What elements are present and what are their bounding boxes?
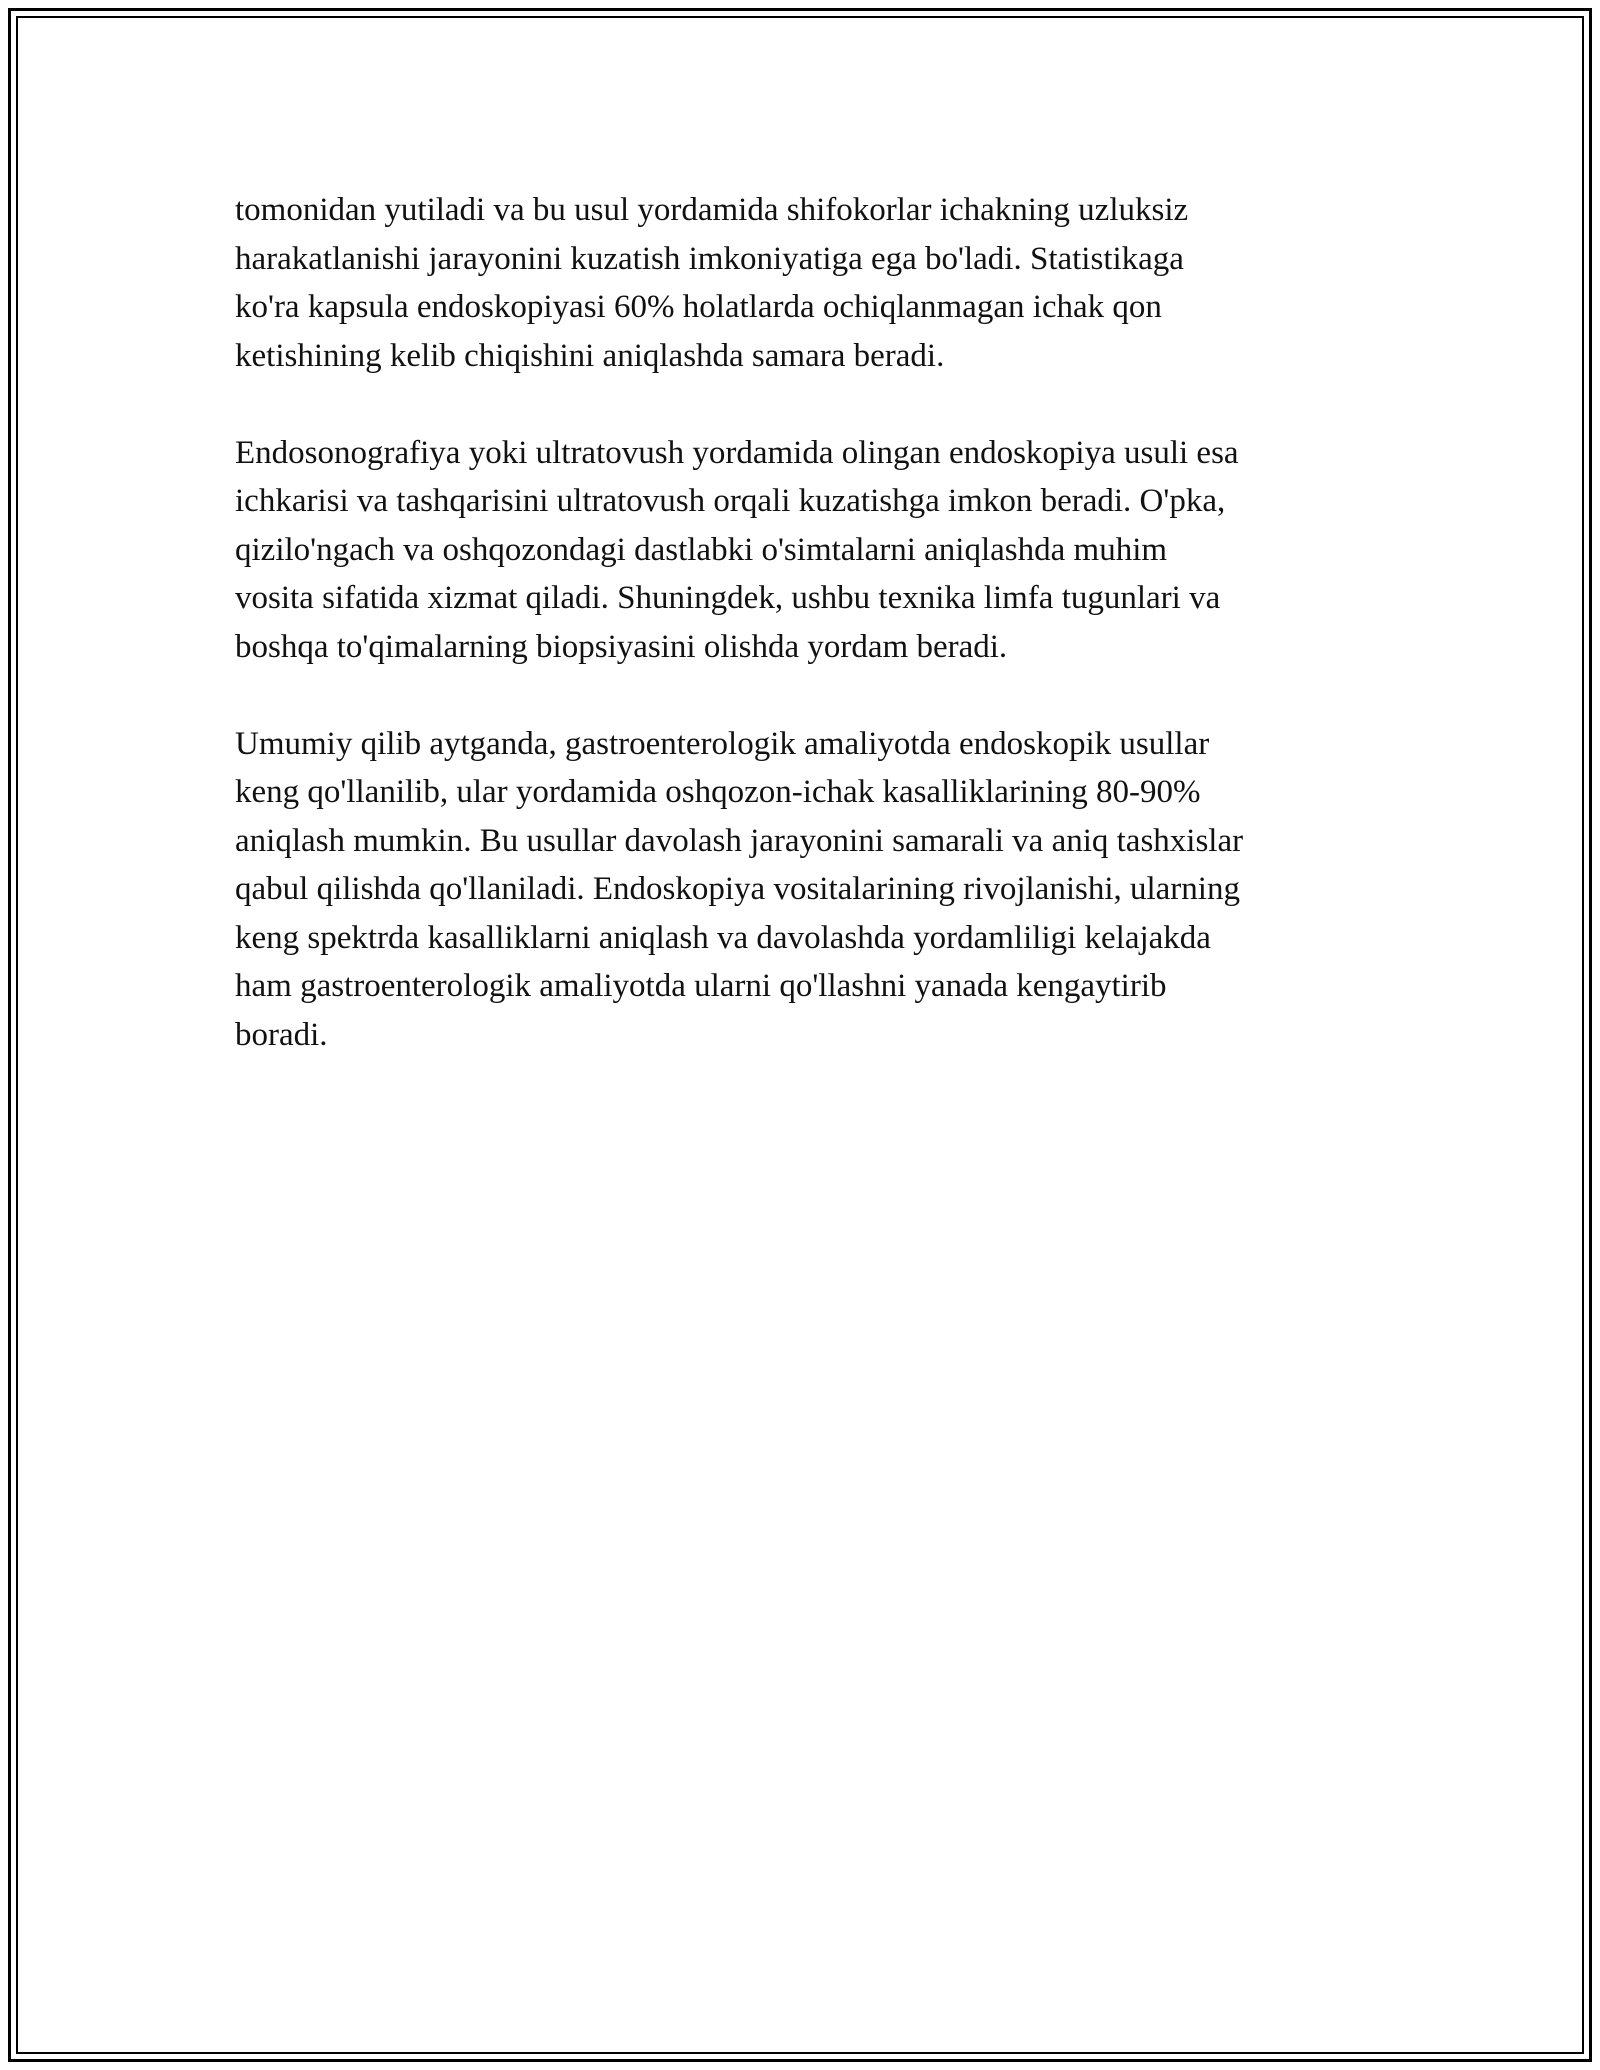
- document-body: [235, 186, 1365, 1108]
- paragraph-capsule-endoscopy: tomonidan yutiladi va bu usul yordamida shifokorlar ichakning uzluksiz harakatlanishi jarayonini kuzatish imkoniyatiga ega bo'ladi. Statistikaga ko'ra kapsula endoskopiyasi 60% holatlarda ochiqlanmagan ichak qon ketishining kelib chiqishini aniqlashda samara beradi.: [235, 192, 1189, 374]
- paragraph-conclusion: Umumiy qilib aytganda, gastroenterologik amaliyotda endoskopik usullar keng qo'llanilib, ular yordamida oshqozon-ichak kasalliklarining 80-90% aniqlash mumkin. Bu usullar davolash jarayonini samarali va aniq tashxislar qabul qilishda qo'llaniladi. Endoskopiya vositalarining rivojlanishi, ularning keng spektrda kasalliklarni aniqlash va davolashda yordamliligi kelajakda ham gastroenterologik amaliyotda ularni qo'llashni yanada kengaytirib boradi.: [235, 725, 1244, 1053]
- paragraph-endosonography: Endosonografiya yoki ultratovush yordamida olingan endoskopiya usuli esa ichkarisi va tashqarisini ultratovush orqali kuzatishga imkon beradi. O'pka, qizilo'ngach va oshqozondagi dastlabki o'simtalarni aniqlashda muhim vosita sifatida xizmat qiladi. Shuningdek, ushbu texnika limfa tugunlari va boshqa to'qimalarning biopsiyasini olishda yordam beradi.: [235, 434, 1239, 665]
